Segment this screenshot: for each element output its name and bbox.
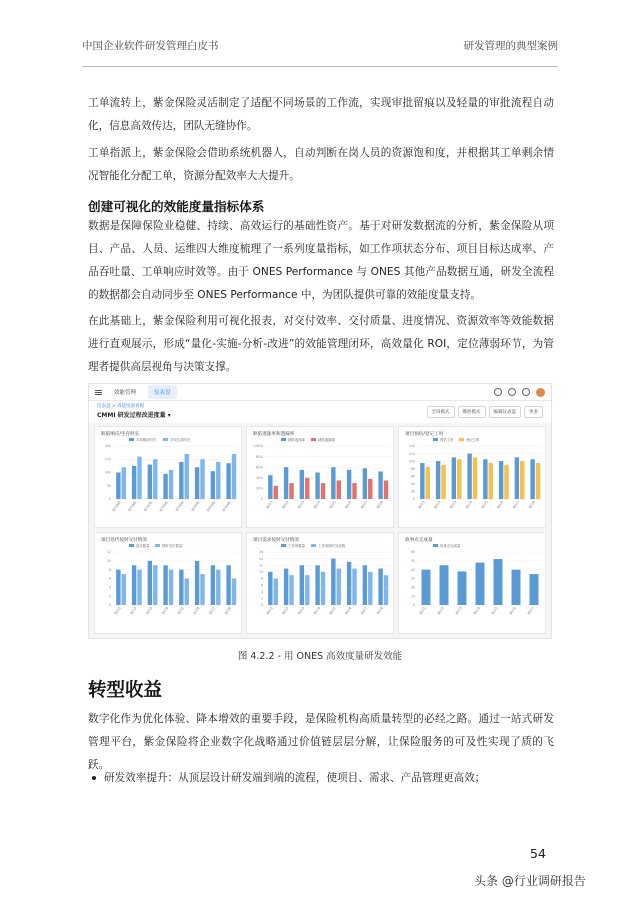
bar (289, 483, 293, 499)
y-tick-label: 120 (408, 451, 415, 456)
x-tick-label: 迭代3 (145, 606, 154, 616)
x-tick-label: 项目1 (418, 606, 427, 616)
x-tick-label: 迭代1 (113, 606, 122, 616)
chart-svg (399, 543, 546, 634)
chart-svg (247, 437, 394, 528)
bar (347, 470, 351, 499)
chart-panel-6[interactable] (398, 532, 546, 634)
legend-swatch (129, 544, 134, 547)
x-tick-label: 项目6 (496, 500, 505, 510)
bar (436, 461, 440, 499)
y-tick-label: 100% (253, 444, 263, 449)
x-tick-label: 研发E组 (174, 500, 185, 513)
chart-title: 项目迭代按时交付情况 (101, 538, 147, 543)
bar (420, 463, 424, 499)
legend-label: 预估工时 (440, 438, 454, 442)
bar (300, 470, 304, 499)
legend-swatch (433, 544, 438, 547)
bar (132, 466, 136, 499)
y-tick-label: 60% (255, 465, 263, 470)
y-tick-label: 0 (412, 603, 415, 608)
y-tick-label: 10 (106, 559, 111, 564)
y-tick-label: 8 (260, 576, 263, 581)
tab-dashboard[interactable]: 仪表盘 (148, 385, 177, 399)
bar (200, 574, 204, 605)
x-tick-label: 研发F组 (190, 500, 201, 512)
bar (337, 569, 341, 605)
chart-panel-4[interactable] (94, 532, 242, 634)
y-tick-label: 40 (410, 482, 415, 487)
bar (331, 559, 335, 605)
y-tick-label: 0 (412, 497, 415, 502)
y-tick-label: 12 (106, 550, 111, 555)
y-tick-label: 2 (108, 594, 111, 599)
x-tick-label: 项目4 (472, 606, 481, 616)
y-tick-label: 40 (410, 567, 415, 572)
bar (137, 570, 141, 605)
x-tick-label: 项目3 (454, 606, 463, 616)
legend-label: 按时交付数量 (162, 544, 183, 548)
x-tick-label: 项目1 (417, 500, 426, 510)
bar (185, 454, 189, 499)
y-tick-label: 0 (260, 603, 263, 608)
bar (440, 565, 449, 605)
bar (226, 463, 230, 499)
help-icon[interactable] (494, 388, 502, 396)
y-tick-label: 0 (108, 497, 111, 502)
y-tick-label: 100 (104, 470, 111, 475)
y-tick-label: 6 (260, 583, 263, 588)
bar (352, 569, 356, 605)
x-tick-label: 项目6 (344, 500, 353, 510)
x-tick-label: 研发C组 (143, 500, 154, 513)
bar (331, 467, 335, 499)
y-tick-label: 200 (104, 444, 111, 449)
legend-label: 缺陷遗漏率 (318, 438, 335, 442)
x-tick-label: 迭代5 (176, 606, 185, 616)
x-tick-label: 项目5 (490, 606, 499, 616)
y-tick-label: 50 (410, 559, 415, 564)
legend-label: 工作项数量 (288, 544, 305, 548)
bar (116, 570, 120, 605)
x-tick-label: 项目6 (508, 606, 517, 616)
x-tick-label: 项目2 (281, 500, 290, 510)
menu-icon[interactable] (95, 390, 102, 395)
y-tick-label: 14 (258, 556, 263, 561)
x-tick-label: 迭代4 (160, 606, 169, 616)
x-tick-label: 项目4 (312, 500, 321, 510)
x-tick-label: 项目3 (297, 606, 306, 616)
bar (274, 579, 278, 606)
bar (268, 572, 272, 605)
y-tick-label: 10 (410, 594, 415, 599)
paragraph-assignment: 工单指派上，紫金保险会借助系统机器人，自动判断在岗人员的资源饱和度，并根据其工单剩余情况智能化分配工单，资源分配效率大大提升。 (88, 147, 554, 182)
bar (169, 470, 173, 499)
chart-title: 项目预估/登记工时 (405, 432, 444, 437)
paragraph-benefits: 数字化作为优化体验、降本增效的重要手段，是保险机构高质量转型的必经之路。通过一站式研发管理平台，紫金保险将企业数字化战略通过价值链层层分解，让保险服务的可及性实现了质的飞跃。 (88, 713, 554, 771)
bar (284, 569, 288, 605)
x-tick-label: 项目8 (527, 500, 536, 510)
bar (347, 562, 351, 605)
bar (363, 468, 367, 499)
chart-panels (94, 426, 546, 634)
legend-swatch (311, 438, 316, 441)
x-tick-label: 项目3 (297, 500, 306, 510)
bar (321, 483, 325, 499)
bar (179, 462, 183, 499)
bar (384, 480, 388, 499)
legend-label: 平均响应时长 (136, 438, 157, 442)
bar (473, 457, 477, 499)
play-mode-button[interactable]: 播放模式 (458, 406, 486, 418)
bar (195, 467, 199, 499)
x-tick-label: 项目2 (281, 606, 290, 616)
page-number: 54 (530, 846, 546, 861)
bar (368, 572, 372, 605)
y-tick-label: 80 (410, 466, 415, 471)
bar (489, 463, 493, 499)
fullscreen-button[interactable]: 全屏模式 (427, 406, 455, 418)
bar (499, 461, 503, 499)
chart-panel-5[interactable] (246, 532, 394, 634)
legend-label: 平均生存时长 (170, 438, 191, 442)
x-tick-label: 项目8 (375, 500, 384, 510)
x-tick-label: 研发A组 (111, 500, 122, 513)
x-tick-label: 迭代7 (208, 606, 217, 616)
bar (116, 473, 120, 500)
legend-swatch (459, 438, 464, 441)
x-tick-label: 项目4 (464, 500, 473, 510)
paragraph-workflow: 工单流转上，紫金保险灵活制定了适配不同场景的工作流，实现审批留痕以及轻量的审批流程自动化，信息高效传达，团队无缝协作。 (88, 97, 554, 132)
bar (148, 465, 152, 499)
bar (163, 474, 167, 499)
chart-svg (95, 437, 242, 528)
bar (520, 461, 524, 499)
y-tick-label: 16 (258, 550, 263, 555)
legend-swatch (433, 438, 438, 441)
y-tick-label: 4 (260, 589, 263, 594)
y-tick-label: 20 (410, 489, 415, 494)
bar (289, 575, 293, 605)
bar (226, 565, 230, 605)
chart-panel-1[interactable] (94, 426, 242, 528)
x-tick-label: 研发D组 (158, 500, 169, 513)
dashboard-topbar (89, 384, 551, 401)
bar (300, 565, 304, 605)
y-tick-label: 2 (260, 596, 263, 601)
x-tick-label: 研发G组 (206, 500, 217, 513)
x-tick-label: 迭代8 (223, 606, 232, 616)
legend-swatch (155, 544, 160, 547)
y-tick-label: 60 (410, 474, 415, 479)
x-tick-label: 项目5 (328, 606, 337, 616)
bar (458, 571, 467, 605)
legend-swatch (129, 438, 134, 441)
figure-caption: 图 4.2.2 - 用 ONES 高效度量研发效能 (237, 651, 403, 662)
bullet-dot (92, 776, 96, 780)
x-tick-label: 项目4 (312, 606, 321, 616)
subsection-heading: 创建可视化的效能度量指标体系 (88, 199, 265, 214)
bar (476, 563, 485, 605)
x-tick-label: 项目7 (526, 606, 535, 616)
y-tick-label: 0 (108, 603, 111, 608)
bar (467, 454, 471, 499)
bar (216, 570, 220, 605)
y-tick-label: 40% (255, 476, 263, 480)
chart-svg (399, 437, 546, 528)
x-tick-label: 项目6 (344, 606, 353, 616)
paragraph-visualization: 在此基础上，紫金保险利用可视化报表，对交付效率、交付质量、进度情况、资源效率等效能数据进行直观展示，形成“量化-实施-分析-改进”的效能管理闭环，高效量化 ROI，定位薄弱环节，为管理者提供高层视角与决策支撑。 (88, 315, 554, 373)
bar (363, 565, 367, 605)
y-tick-label: 10 (258, 570, 263, 575)
y-tick-label: 60 (410, 550, 415, 555)
chart-panel-2[interactable] (246, 426, 394, 528)
x-tick-label: 项目3 (449, 500, 458, 510)
y-tick-label: 30 (410, 576, 415, 581)
more-button[interactable]: 更多 (524, 406, 543, 418)
bar (321, 572, 325, 605)
y-tick-label: 6 (108, 576, 111, 581)
x-tick-label: 项目1 (265, 500, 274, 510)
bar (378, 569, 382, 605)
x-tick-label: 项目7 (360, 500, 369, 510)
y-tick-label: 12 (258, 563, 263, 568)
bar (211, 471, 215, 499)
bar (185, 579, 189, 606)
bar (153, 459, 157, 499)
header-left-title: 中国企业软件研发管理白皮书 (82, 40, 219, 52)
x-tick-label: 项目2 (433, 500, 442, 510)
bar (211, 565, 215, 605)
x-tick-label: 项目7 (512, 500, 521, 510)
bar (337, 480, 341, 499)
chart-svg (247, 543, 394, 634)
bar (378, 471, 382, 499)
y-tick-label: 150 (104, 457, 111, 462)
y-tick-label: 50 (106, 483, 111, 488)
bar (536, 463, 540, 499)
x-tick-label: 项目5 (328, 500, 337, 510)
y-tick-label: 100 (408, 459, 415, 464)
y-tick-label: 4 (108, 585, 111, 590)
y-tick-label: 20% (255, 486, 263, 491)
breadcrumb[interactable]: 仪表盘 > 效能度量看板 (97, 404, 145, 409)
x-tick-label: 项目7 (360, 606, 369, 616)
edit-dashboard-button[interactable]: 编辑仪表盘 (489, 406, 522, 418)
bar (452, 457, 456, 499)
watermark: 头条 @行业调研报告 (474, 874, 586, 888)
bar (384, 575, 388, 605)
chart-svg (95, 543, 242, 634)
bar (148, 561, 152, 605)
bar (200, 459, 204, 499)
bar (352, 483, 356, 499)
x-tick-label: 迭代2 (129, 606, 138, 616)
bar (512, 570, 521, 605)
chart-title: 故事点完成量 (405, 538, 433, 543)
bar (268, 475, 272, 499)
bar (305, 575, 309, 605)
bar (122, 467, 126, 499)
chart-panel-3[interactable] (398, 426, 546, 528)
paragraph-metrics: 数据是保障保险业稳健、持续、高效运行的基础性资产。基于对研发数据流的分析，紫金保险从项目、产品、人员、运维四大维度梳理了一系列度量指标，如工作项状态分布、项目目标达成率、产品吞吐量、工单响应时效等。由于 ONES Performance 与 ONES 其他产品数据互通，研发全流程的数据都会自动同步至 ONES Performance 中，为团队提供可靠的效能度量支持。 (88, 220, 554, 301)
bar (426, 467, 430, 499)
bar (494, 559, 503, 605)
x-tick-label: 研发H组 (221, 500, 232, 513)
chart-title: 缺陷逃逸率和遗漏率 (253, 432, 295, 437)
bar (169, 570, 173, 605)
bar (422, 570, 431, 605)
legend-label: 迭代数量 (136, 544, 150, 548)
legend-swatch (163, 438, 168, 441)
bar (153, 565, 157, 605)
settings-icon[interactable] (508, 388, 516, 396)
legend-swatch (281, 544, 286, 547)
legend-label: 缺陷逃逸率 (288, 438, 305, 442)
x-tick-label: 迭代6 (192, 606, 201, 616)
bar (305, 478, 309, 499)
bar (530, 574, 539, 605)
bar (483, 459, 487, 499)
x-tick-label: 项目1 (265, 606, 274, 616)
bar (122, 574, 126, 605)
bar (315, 565, 319, 605)
chart-title: 项目需求按时交付情况 (253, 538, 299, 543)
bar (368, 479, 372, 499)
section-title: 转型收益 (88, 680, 163, 701)
y-tick-label: 0 (260, 497, 263, 502)
bar (274, 486, 278, 499)
bar (195, 561, 199, 605)
y-tick-label: 8 (108, 567, 111, 572)
legend-label: 登记工时 (466, 438, 480, 442)
bar (315, 473, 319, 500)
notification-icon[interactable] (522, 388, 530, 396)
bullet-text: 研发效率提升：从顶层设计研发端到端的流程，使项目、需求、产品管理更高效； (104, 772, 486, 784)
header-divider (82, 66, 558, 67)
bar (232, 579, 236, 606)
x-tick-label: 项目2 (436, 606, 445, 616)
page-header (82, 38, 558, 58)
legend-swatch (311, 544, 316, 547)
y-tick-label: 140 (408, 444, 415, 449)
header-right-title: 研发管理的典型案例 (463, 40, 558, 52)
chart-title: 缺陷响应/生存时长 (101, 432, 140, 437)
bar (132, 565, 136, 605)
bar (457, 459, 461, 499)
avatar[interactable] (536, 388, 545, 397)
bullet-item (92, 770, 485, 785)
dashboard-screenshot (88, 383, 552, 639)
y-tick-label: 20 (410, 585, 415, 590)
bar (530, 459, 534, 499)
x-tick-label: 项目5 (480, 500, 489, 510)
bar (504, 465, 508, 499)
legend-label: 工作项按时完成数 (318, 544, 346, 548)
bar (216, 462, 220, 499)
y-tick-label: 80% (255, 454, 263, 459)
legend-swatch (281, 438, 286, 441)
legend-label: 故事点完成量 (440, 544, 461, 548)
tab-performance[interactable]: 效能管理 (114, 390, 137, 396)
bar (515, 457, 519, 499)
bar (232, 454, 236, 499)
x-tick-label: 研发B组 (127, 500, 138, 513)
bar (163, 565, 167, 605)
bar (284, 467, 288, 499)
board-select[interactable]: CMMI 研发过程改进度量 ▾ (97, 412, 171, 419)
bar (441, 465, 445, 499)
bar (137, 457, 141, 499)
dashboard-subbar (89, 401, 551, 423)
x-tick-label: 项目8 (375, 606, 384, 616)
bar (179, 570, 183, 605)
